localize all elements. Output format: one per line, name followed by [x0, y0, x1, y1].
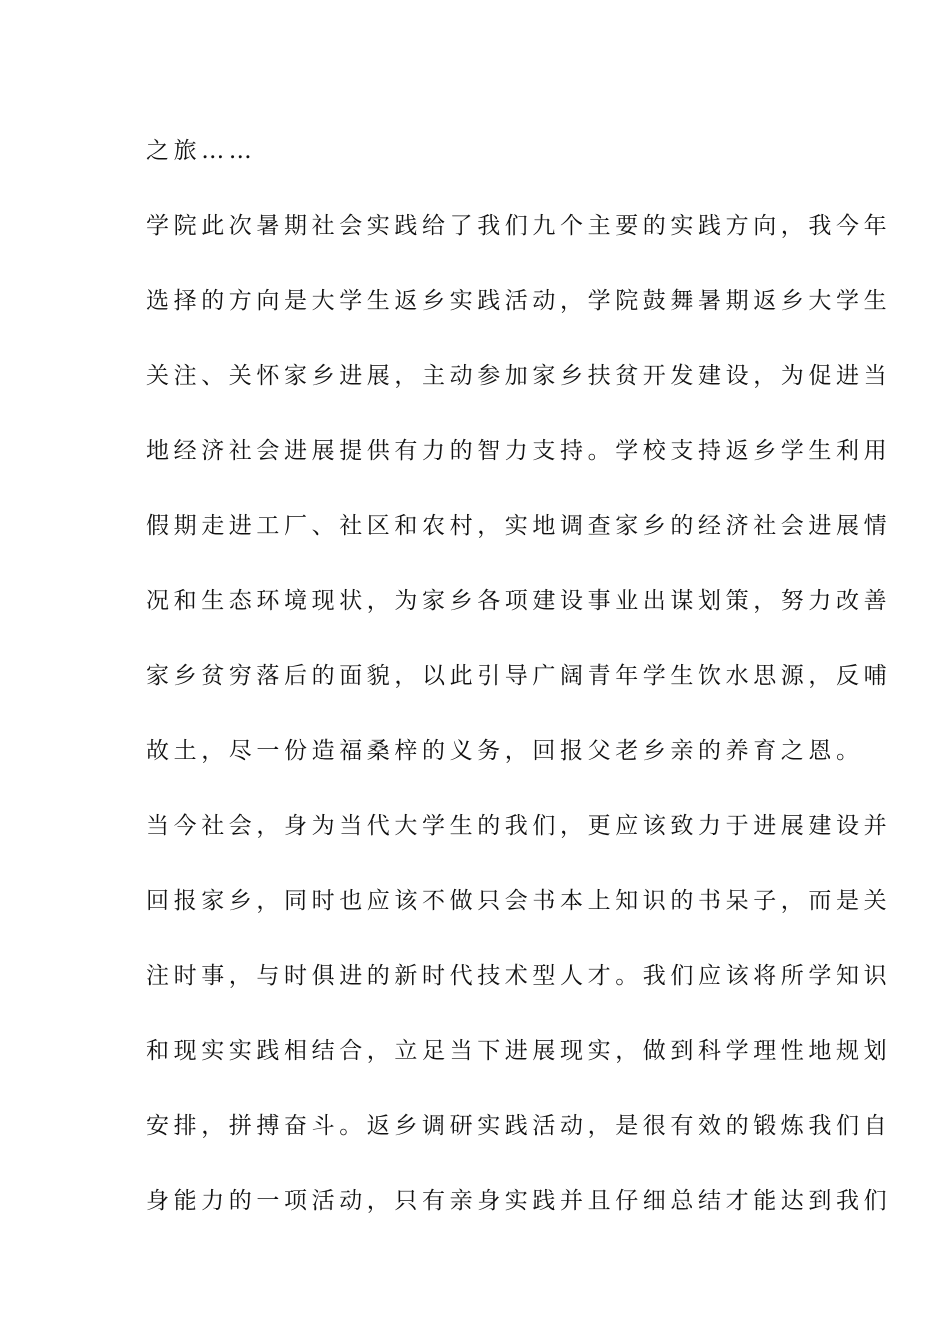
text-line: 地经济社会进展提供有力的智力支持。学校支持返乡学生利用	[146, 438, 892, 464]
text-line: 学院此次暑期社会实践给了我们九个主要的实践方向，我今年	[146, 213, 892, 239]
text-line: 注时事，与时俱进的新时代技术型人才。我们应该将所学知识	[146, 963, 892, 989]
text-line: 和现实实践相结合，立足当下进展现实，做到科学理性地规划	[146, 1038, 892, 1064]
text-line: 关注、关怀家乡进展，主动参加家乡扶贫开发建设，为促进当	[146, 363, 892, 389]
text-line: 回报家乡，同时也应该不做只会书本上知识的书呆子，而是关	[146, 888, 892, 914]
text-line: 选择的方向是大学生返乡实践活动，学院鼓舞暑期返乡大学生	[146, 288, 892, 314]
text-line: 故土，尽一份造福桑梓的义务，回报父老乡亲的养育之恩。	[146, 738, 864, 764]
text-line: 况和生态环境现状，为家乡各项建设事业出谋划策，努力改善	[146, 588, 892, 614]
text-line: 安排，拼搏奋斗。返乡调研实践活动，是很有效的锻炼我们自	[146, 1113, 892, 1139]
text-line: 身能力的一项活动，只有亲身实践并且仔细总结才能达到我们	[146, 1188, 892, 1214]
text-line: 之旅……	[146, 138, 257, 164]
text-line: 当今社会，身为当代大学生的我们，更应该致力于进展建设并	[146, 813, 892, 839]
text-line: 假期走进工厂、社区和农村，实地调查家乡的经济社会进展情	[146, 513, 892, 539]
text-line: 家乡贫穷落后的面貌，以此引导广阔青年学生饮水思源，反哺	[146, 663, 892, 689]
